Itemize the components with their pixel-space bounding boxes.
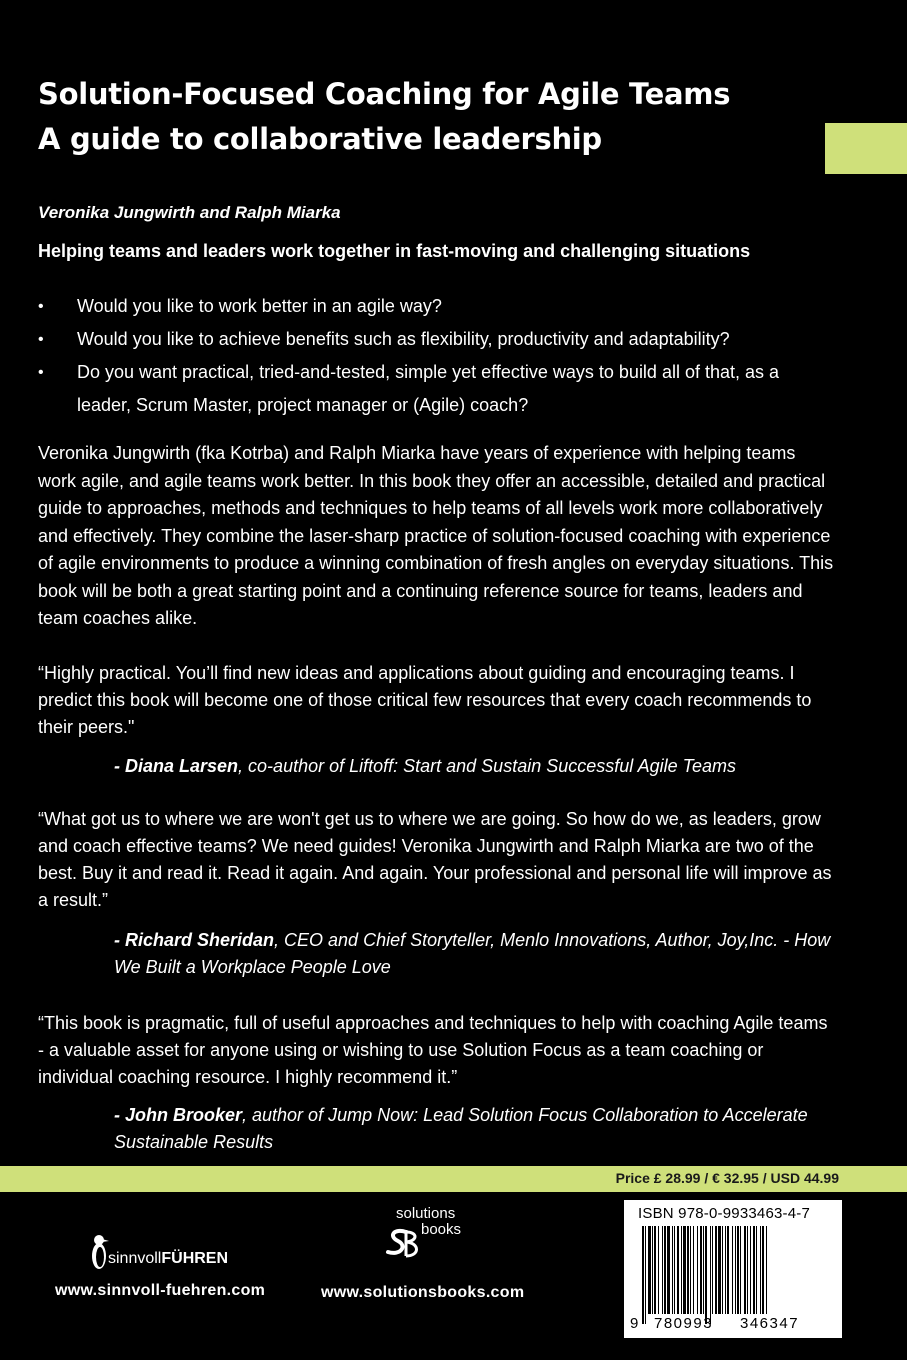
quote-author: - Richard Sheridan xyxy=(114,930,275,950)
testimonial-quote: “This book is pragmatic, full of useful approaches and techniques to help with coaching Agile teams - a valuable asset for anyone using or wishing to use Solution Focus as a team coaching or individual coaching resource. I highly recommend it.” xyxy=(38,1013,828,1087)
barcode-bar xyxy=(737,1226,739,1314)
barcode-bar xyxy=(687,1226,689,1314)
sinnvoll-fuehren-logo xyxy=(88,1228,258,1274)
barcode-bar xyxy=(654,1226,656,1314)
testimonial-attribution xyxy=(114,927,854,981)
barcode-bar xyxy=(712,1226,713,1314)
bullet-icon: • xyxy=(38,364,44,381)
testimonial-quote: “Highly practical. You’ll find new ideas and applications about guiding and encouraging teams. I predict this book will become one of those critical few resources that every coach recommends to their peers." xyxy=(38,663,812,737)
quote-author: - John Brooker xyxy=(114,1105,243,1125)
barcode-bar xyxy=(648,1226,651,1314)
testimonial-attribution xyxy=(114,753,854,780)
barcode-bar xyxy=(753,1226,755,1314)
barcode-bar xyxy=(740,1226,741,1314)
price: Price £ 28.99 / € 32.95 / USD 44.99 xyxy=(615,1170,839,1186)
quote-author-role: , author of Jump Now: Lead Solution Focus Collaboration to Accelerate Sustainable Results xyxy=(114,1105,808,1152)
barcode-bar xyxy=(693,1226,694,1314)
barcode-bar xyxy=(732,1226,733,1314)
quote-author: - Diana Larsen xyxy=(114,756,239,776)
title-line-1: Solution-Focused Coaching for Agile Teams xyxy=(38,77,731,111)
publisher-url-1: www.sinnvoll-fuehren.com xyxy=(55,1282,266,1299)
list-item xyxy=(38,290,858,323)
barcode-bar xyxy=(762,1226,764,1314)
barcode-bar xyxy=(722,1226,723,1314)
barcode-bar xyxy=(645,1226,646,1324)
barcode-bar xyxy=(715,1226,717,1314)
barcode-digit-group-1: 780993 xyxy=(654,1315,714,1332)
barcode-bar xyxy=(718,1226,721,1314)
barcode-bar xyxy=(667,1226,670,1314)
price-bar xyxy=(0,1166,907,1192)
bullet-icon: • xyxy=(38,298,44,315)
barcode-bar xyxy=(681,1226,682,1314)
barcode-bar xyxy=(744,1226,746,1314)
barcode-bar xyxy=(662,1226,663,1314)
barcode-bar xyxy=(727,1226,729,1314)
barcode-bar xyxy=(747,1226,748,1314)
barcode-bar xyxy=(683,1226,686,1314)
question-list xyxy=(38,290,858,422)
solutions-books-logo xyxy=(384,1206,484,1268)
books-logo-text: books xyxy=(421,1221,462,1238)
barcode-bar xyxy=(674,1226,675,1314)
testimonial-quote: “What got us to where we are won't get us to where we are going. So how do we, as leaders, grow and coach effective teams? We need guides! Veronika Jungwirth and Ralph Miarka are two of the best. Buy it and read it. Read it again. And again. Your professional and personal life will improve as a result.” xyxy=(38,809,832,910)
barcode-bar xyxy=(725,1226,726,1314)
barcode-bar xyxy=(760,1226,761,1314)
barcode-bar xyxy=(677,1226,679,1314)
list-item xyxy=(38,356,858,422)
testimonial-attribution xyxy=(114,1102,854,1156)
barcode-bar xyxy=(690,1226,691,1314)
book-title xyxy=(38,72,730,162)
barcode-bar xyxy=(642,1226,644,1324)
list-item-text: Do you want practical, tried-and-tested, simple yet effective ways to build all of that, as a leader, Scrum Master, project manager or (Agile) coach? xyxy=(77,362,780,415)
barcode-bar xyxy=(703,1226,704,1314)
tagline: Helping teams and leaders work together in fast-moving and challenging situations xyxy=(38,241,751,261)
logo-text-light: sinnvoll xyxy=(108,1250,162,1267)
quote-author-role: , CEO and Chief Storyteller, Menlo Innovations, Author, Joy,Inc. - How We Built a Workplace People Love xyxy=(114,930,831,977)
list-item-text: Would you like to achieve benefits such as flexibility, productivity and adaptability? xyxy=(77,329,730,349)
quote-author-role: , co-author of Liftoff: Start and Sustain Successful Agile Teams xyxy=(238,756,736,776)
sb-monogram-icon xyxy=(384,1226,424,1260)
accent-tab xyxy=(825,123,907,174)
isbn-number: ISBN 978-0-9933463-4-7 xyxy=(638,1205,811,1222)
list-item-text: Would you like to work better in an agile way? xyxy=(77,296,442,316)
barcode-bar xyxy=(756,1226,757,1314)
bullet-icon: • xyxy=(38,331,44,348)
barcode-bar xyxy=(735,1226,736,1314)
barcode-bar xyxy=(705,1226,707,1324)
book-description: Veronika Jungwirth (fka Kotrba) and Ralph Miarka have years of experience with helping teams work agile, and agile teams work better. In this book they offer an accessible, detailed and practical guide to approaches, methods and techniques to help teams of all levels work more collaboratively and effectively. They combine the laser-sharp practice of solution-focused coaching with experience of agile environments to produce a winning combination of fresh angles on everyday situations. This book will be both a great starting point and a continuing reference source for teams, leaders and team coaches alike. xyxy=(38,443,834,628)
barcode-bar xyxy=(658,1226,659,1314)
barcode xyxy=(624,1200,842,1338)
barcode-bar xyxy=(766,1226,767,1314)
barcode-digit-group-2: 346347 xyxy=(740,1315,800,1332)
solutions-logo-text: solutions xyxy=(396,1205,456,1222)
logo-text-bold: FÜHREN xyxy=(161,1250,229,1267)
barcode-bar xyxy=(672,1226,673,1314)
barcode-bar xyxy=(697,1226,698,1314)
barcode-bar xyxy=(700,1226,702,1314)
publisher-url-2: www.solutionsbooks.com xyxy=(321,1284,525,1301)
list-item xyxy=(38,323,858,356)
barcode-digit-lead: 9 xyxy=(630,1315,639,1332)
barcode-bar xyxy=(652,1226,653,1314)
barcode-bar xyxy=(664,1226,666,1314)
barcode-bar xyxy=(750,1226,751,1314)
barcode-bar xyxy=(710,1226,711,1324)
penguin-icon xyxy=(88,1232,110,1272)
sinnvoll-logo-text xyxy=(108,1250,228,1268)
authors: Veronika Jungwirth and Ralph Miarka xyxy=(38,203,341,222)
title-line-2: A guide to collaborative leadership xyxy=(38,122,602,156)
